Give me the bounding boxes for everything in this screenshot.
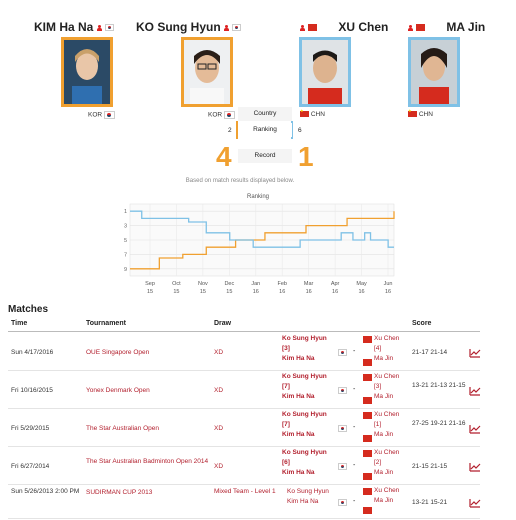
chn-flag-icon [363,336,372,343]
chn-player-1[interactable]: Xu Chen [3] [374,373,400,390]
right-ranking: 6 [298,127,302,134]
person-icon [300,25,307,31]
table-row[interactable] [0,371,480,409]
table-row[interactable] [0,333,480,371]
kor-pair[interactable] [287,487,337,507]
kor-flag-icon [232,24,241,31]
country-ma: ★ CHN [408,111,433,118]
chn-player-1[interactable]: Xu Chen [4] [374,335,400,352]
chn-flag-icon [363,412,372,419]
kor-player-1[interactable]: Ko Sung Hyun [7] [282,373,327,390]
player-name-ma[interactable]: MA Jin [408,20,485,34]
x-tick-label: Nov [197,281,208,287]
match-score: 13-21 21-13 21-15 [412,382,466,389]
kor-pair[interactable] [282,334,332,364]
ranking-label: Ranking [238,123,292,137]
country-ko: KOR [208,111,235,119]
x-tick-label: Sep [145,281,155,287]
x-tick-label: 16 [279,289,286,295]
match-time: Sun 4/17/2016 [11,349,54,356]
chn-pair[interactable] [374,410,408,440]
header-time: Time [11,320,28,327]
kor-player-2[interactable]: Kim Ha Na [282,393,315,400]
x-tick-label: 15 [199,289,206,295]
kor-player-1[interactable]: Ko Sung Hyun [6] [282,449,327,466]
table-row[interactable] [0,409,480,447]
chn-flag-icon [363,473,372,480]
x-tick-label: Jan [251,281,261,287]
vs-dash: - [353,424,356,431]
x-tick-label: 15 [173,289,180,295]
x-tick-label: Feb [277,281,287,287]
player-photo-kim[interactable] [61,37,113,107]
person-icon [408,25,415,31]
chn-flag-icon [363,397,372,404]
player-photo-ma[interactable] [408,37,460,107]
left-record: 4 [216,141,232,172]
table-row[interactable] [0,485,480,519]
chn-flag-icon [363,507,372,514]
trend-chart-icon[interactable] [470,349,480,357]
chn-pair[interactable] [374,372,408,402]
kor-flag-icon [338,425,347,432]
player-photo-xu[interactable] [299,37,351,107]
chn-flag-icon [363,450,372,457]
x-tick-label: 15 [226,289,233,295]
chn-player-1[interactable]: Xu Chen [374,487,400,494]
kor-player-2[interactable]: Kim Ha Na [282,355,315,362]
table-row[interactable] [0,447,480,485]
kor-flag-icon [104,111,115,119]
person-icon [224,25,231,31]
draw-link[interactable]: XD [214,463,224,470]
x-tick-label: Mar [303,281,314,287]
draw-link[interactable]: Mixed Team - Level 1 [214,488,276,495]
chart-title: Ranking [246,194,269,200]
kor-flag-icon [338,349,347,356]
kor-flag-icon [338,387,347,394]
draw-link[interactable]: XD [214,349,224,356]
chn-pair[interactable] [374,486,408,506]
x-tick-label: May [356,281,367,287]
x-tick-label: Jun [383,281,393,287]
person-icon [97,25,104,31]
chn-player-1[interactable]: Xu Chen [2] [374,449,400,466]
chn-flag-icon [363,488,372,495]
player-name-xu[interactable]: XU Chen [300,20,388,34]
record-label: Record [238,149,292,163]
country-xu: ★ CHN [300,111,325,118]
chn-pair[interactable] [374,334,408,364]
vs-dash: - [353,498,356,505]
matches-title: Matches [8,304,49,315]
match-score: 27-25 19-21 21-16 [412,420,466,427]
kor-pair[interactable] [282,372,332,402]
vs-dash: - [353,386,356,393]
chn-pair[interactable] [374,448,408,478]
chn-flag-icon [300,111,309,117]
y-tick-label: 7 [123,252,127,259]
x-tick-label: Dec [224,281,235,287]
match-time: Sun 5/26/2013 2:00 PM [11,488,80,495]
match-score: 21-15 21-15 [412,463,448,470]
ranking-chart [118,200,400,300]
kor-player-1[interactable]: Ko Sung Hyun [287,488,329,495]
player-name-ko[interactable]: KO Sung Hyun [136,20,241,34]
kor-player-2[interactable]: Kim Ha Na [282,469,315,476]
row-divider [8,518,480,519]
kor-player-1[interactable]: Ko Sung Hyun [3] [282,335,327,352]
tournament-link[interactable]: SUDIRMAN CUP 2013 [86,489,153,496]
y-tick-label: 5 [123,238,127,244]
kor-flag-icon [105,24,114,31]
chn-player-2[interactable]: Ma Jin [374,497,394,504]
chn-player-1[interactable]: Xu Chen [1] [374,411,400,428]
kor-pair[interactable] [282,448,332,478]
header-divider [8,331,480,332]
chn-flag-icon [363,435,372,442]
header-score: Score [412,320,432,327]
kor-pair[interactable] [282,410,332,440]
vs-dash: - [353,462,356,469]
draw-link[interactable]: XD [214,425,224,432]
chn-flag-icon [408,111,417,117]
chn-flag-icon [363,359,372,366]
kor-flag-icon [224,111,235,119]
chn-flag-icon [363,374,372,381]
country-label: Country [238,107,292,121]
chn-player-2[interactable]: Ma Jin [374,355,394,362]
x-tick-label: 15 [146,289,154,295]
y-tick-label: 1 [123,209,127,216]
kor-flag-icon [338,499,347,506]
chn-player-2[interactable]: Ma Jin [374,469,394,476]
results-note: Based on match results displayed below. [185,178,295,184]
player-photo-ko[interactable] [181,37,233,107]
match-score: 13-21 15-21 [412,499,448,506]
country-kim: KOR [88,111,115,119]
trend-chart-icon[interactable] [470,463,480,471]
chn-flag-icon [416,24,425,31]
match-time: Fri 6/27/2014 [11,463,50,470]
match-score: 21-17 21-14 [412,349,448,356]
chn-player-2[interactable]: Ma Jin [374,393,394,400]
tournament-link[interactable]: The Star Australian Badminton Open 2014 [86,458,209,465]
trend-chart-icon[interactable] [470,499,480,507]
trend-chart-icon[interactable] [470,425,480,433]
left-ranking: 2 [228,127,232,134]
header-tournament: Tournament [86,320,126,327]
tournament-link[interactable]: OUE Singapore Open [86,349,150,356]
match-time: Fri 10/16/2015 [11,387,53,394]
x-tick-label: 16 [358,289,365,295]
x-tick-label: 16 [332,289,339,295]
kor-player-1[interactable]: Ko Sung Hyun [7] [282,411,327,428]
trend-chart-icon[interactable] [470,387,480,395]
y-tick-label: 3 [123,223,127,230]
tournament-link[interactable]: The Star Australian Open [86,425,159,432]
x-tick-label: 16 [252,289,259,295]
tournament-link[interactable]: Yonex Denmark Open [86,387,150,394]
player-name-kim[interactable]: KIM Ha Na [34,20,114,34]
match-time: Fri 5/29/2015 [11,425,50,432]
right-record: 1 [298,141,314,172]
draw-link[interactable]: XD [214,387,224,394]
chn-player-2[interactable]: Ma Jin [374,431,394,438]
x-tick-label: Oct [172,281,181,287]
kor-flag-icon [338,463,347,470]
chn-flag-icon [308,24,317,31]
vs-dash: - [353,348,356,355]
x-tick-label: 16 [305,289,312,295]
x-tick-label: 16 [384,289,392,295]
kor-player-2[interactable]: Kim Ha Na [287,498,319,505]
header-draw: Draw [214,320,232,327]
x-tick-label: Apr [330,281,340,287]
y-tick-label: 9 [123,266,127,273]
kor-player-2[interactable]: Kim Ha Na [282,431,315,438]
